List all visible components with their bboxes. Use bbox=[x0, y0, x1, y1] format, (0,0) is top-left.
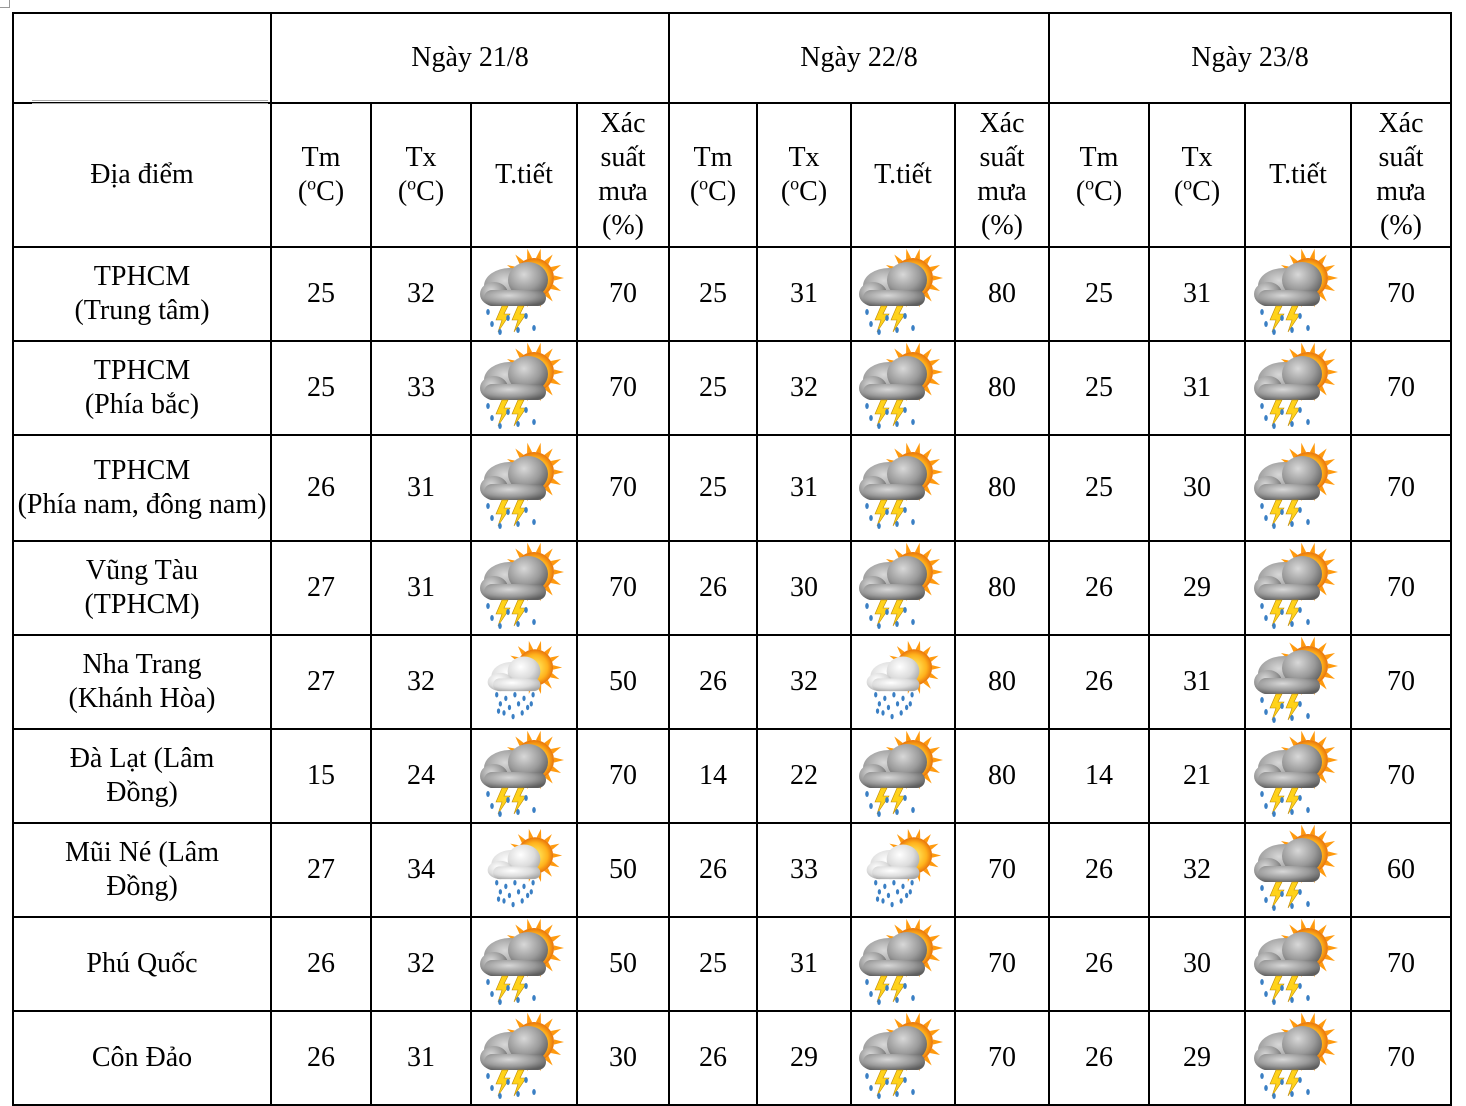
location-cell bbox=[13, 435, 271, 541]
min-temp-cell: 26 bbox=[1049, 635, 1149, 729]
header-corner bbox=[13, 13, 271, 103]
location-name: Phú Quốc bbox=[86, 947, 198, 979]
thunderstorm-sun-icon bbox=[1245, 917, 1351, 1011]
rain-probability-cell: 70 bbox=[1351, 729, 1451, 823]
thunderstorm-sun-icon bbox=[471, 729, 577, 823]
min-temp-cell: 26 bbox=[669, 823, 757, 917]
thunderstorm-sun-icon bbox=[1245, 729, 1351, 823]
min-temp-cell: 26 bbox=[1049, 1011, 1149, 1105]
min-temp-cell: 25 bbox=[271, 341, 371, 435]
min-temp-cell: 25 bbox=[669, 917, 757, 1011]
max-temp-cell: 21 bbox=[1149, 729, 1245, 823]
min-temp-cell: 26 bbox=[1049, 823, 1149, 917]
max-temp-cell: 32 bbox=[371, 635, 471, 729]
rain-probability-cell: 70 bbox=[577, 341, 669, 435]
day-header-1: Ngày 21/8 bbox=[271, 13, 669, 103]
rain-probability-cell: 30 bbox=[577, 1011, 669, 1105]
rain-probability-cell: 70 bbox=[1351, 635, 1451, 729]
min-temp-cell: 26 bbox=[271, 1011, 371, 1105]
thunderstorm-sun-icon bbox=[1245, 823, 1351, 917]
thunderstorm-sun-icon bbox=[471, 341, 577, 435]
tx-label: Tx bbox=[1181, 141, 1213, 173]
max-temp-cell: 32 bbox=[1149, 823, 1245, 917]
thunderstorm-sun-icon bbox=[1245, 1011, 1351, 1105]
day-header-row bbox=[13, 13, 1451, 103]
rain-probability-cell: 70 bbox=[1351, 1011, 1451, 1105]
rain-probability-cell: 70 bbox=[1351, 541, 1451, 635]
rain-probability-cell: 50 bbox=[577, 823, 669, 917]
location-subname: Đồng) bbox=[106, 777, 178, 808]
min-temp-cell: 26 bbox=[1049, 541, 1149, 635]
rain-shower-sun-icon bbox=[471, 635, 577, 729]
table-row bbox=[13, 729, 1451, 823]
min-temp-cell: 26 bbox=[271, 917, 371, 1011]
thunderstorm-sun-icon bbox=[471, 435, 577, 541]
rain-probability-cell: 70 bbox=[955, 1011, 1049, 1105]
tx-header: Tx ($^o$C) bbox=[371, 103, 471, 247]
max-temp-cell: 31 bbox=[371, 1011, 471, 1105]
tx-header: Tx ($^o$C) bbox=[1149, 103, 1245, 247]
min-temp-cell: 27 bbox=[271, 635, 371, 729]
min-temp-cell: 25 bbox=[1049, 435, 1149, 541]
min-temp-cell: 27 bbox=[271, 823, 371, 917]
thunderstorm-sun-icon bbox=[851, 435, 955, 541]
rain-probability-cell: 80 bbox=[955, 247, 1049, 341]
max-temp-cell: 24 bbox=[371, 729, 471, 823]
min-temp-cell: 26 bbox=[669, 1011, 757, 1105]
rain-shower-sun-icon bbox=[851, 635, 955, 729]
rain-probability-cell: 70 bbox=[1351, 917, 1451, 1011]
location-cell bbox=[13, 247, 271, 341]
max-temp-cell: 34 bbox=[371, 823, 471, 917]
thunderstorm-sun-icon bbox=[851, 917, 955, 1011]
tx-label: Tx bbox=[405, 141, 437, 173]
weather-header: T.tiết bbox=[851, 103, 955, 247]
table-row bbox=[13, 917, 1451, 1011]
rain-probability-cell: 80 bbox=[955, 729, 1049, 823]
min-temp-cell: 27 bbox=[271, 541, 371, 635]
max-temp-cell: 32 bbox=[757, 635, 851, 729]
rain-probability-header: Xác suất mưa (%) bbox=[1351, 103, 1451, 247]
thunderstorm-sun-icon bbox=[851, 541, 955, 635]
max-temp-cell: 31 bbox=[757, 435, 851, 541]
location-subname: (Phía nam, đông nam) bbox=[17, 489, 267, 520]
max-temp-cell: 32 bbox=[371, 917, 471, 1011]
rain-probability-cell: 70 bbox=[577, 729, 669, 823]
rain-shower-sun-icon bbox=[471, 823, 577, 917]
thunderstorm-sun-icon bbox=[1245, 341, 1351, 435]
thunderstorm-sun-icon bbox=[1245, 541, 1351, 635]
tm-header: Tm ($^o$C) bbox=[271, 103, 371, 247]
max-temp-cell: 32 bbox=[371, 247, 471, 341]
location-cell bbox=[13, 541, 271, 635]
rain-probability-cell: 70 bbox=[577, 247, 669, 341]
location-header: Địa điểm bbox=[13, 103, 271, 247]
thunderstorm-sun-icon bbox=[851, 729, 955, 823]
thunderstorm-sun-icon bbox=[471, 541, 577, 635]
location-name: TPHCM bbox=[93, 354, 191, 386]
thunderstorm-sun-icon bbox=[851, 247, 955, 341]
max-temp-cell: 29 bbox=[757, 1011, 851, 1105]
min-temp-cell: 25 bbox=[1049, 247, 1149, 341]
thunderstorm-sun-icon bbox=[471, 1011, 577, 1105]
thunderstorm-sun-icon bbox=[1245, 635, 1351, 729]
max-temp-cell: 31 bbox=[1149, 341, 1245, 435]
table-row bbox=[13, 823, 1451, 917]
table-row bbox=[13, 635, 1451, 729]
tm-label: Tm bbox=[1079, 141, 1119, 173]
min-temp-cell: 25 bbox=[1049, 341, 1149, 435]
thunderstorm-sun-icon bbox=[1245, 435, 1351, 541]
rain-probability-cell: 70 bbox=[1351, 247, 1451, 341]
min-temp-cell: 26 bbox=[1049, 917, 1149, 1011]
max-temp-cell: 30 bbox=[1149, 917, 1245, 1011]
location-subname: (Trung tâm) bbox=[74, 295, 210, 326]
table-row bbox=[13, 541, 1451, 635]
rain-probability-cell: 70 bbox=[1351, 341, 1451, 435]
day-header-3: Ngày 23/8 bbox=[1049, 13, 1451, 103]
max-temp-cell: 31 bbox=[757, 917, 851, 1011]
location-subname: (TPHCM) bbox=[84, 589, 200, 620]
table-row bbox=[13, 341, 1451, 435]
max-temp-cell: 33 bbox=[371, 341, 471, 435]
rain-probability-cell: 70 bbox=[577, 541, 669, 635]
day-header-2: Ngày 22/8 bbox=[669, 13, 1049, 103]
table-row bbox=[13, 1011, 1451, 1105]
rain-probability-cell: 80 bbox=[955, 635, 1049, 729]
rain-probability-cell: 80 bbox=[955, 435, 1049, 541]
location-name: Mũi Né (Lâm bbox=[65, 836, 219, 868]
min-temp-cell: 14 bbox=[669, 729, 757, 823]
min-temp-cell: 25 bbox=[271, 247, 371, 341]
thunderstorm-sun-icon bbox=[851, 341, 955, 435]
min-temp-cell: 15 bbox=[271, 729, 371, 823]
max-temp-cell: 31 bbox=[371, 541, 471, 635]
max-temp-cell: 30 bbox=[757, 541, 851, 635]
table-row bbox=[13, 247, 1451, 341]
table-row bbox=[13, 435, 1451, 541]
max-temp-cell: 31 bbox=[371, 435, 471, 541]
rain-probability-cell: 70 bbox=[955, 823, 1049, 917]
rain-probability-header: Xác suất mưa (%) bbox=[577, 103, 669, 247]
weather-forecast-table bbox=[12, 12, 1452, 1106]
max-temp-cell: 31 bbox=[757, 247, 851, 341]
location-name: Đà Lạt (Lâm bbox=[69, 742, 215, 774]
min-temp-cell: 25 bbox=[669, 341, 757, 435]
location-cell bbox=[13, 823, 271, 917]
rain-probability-cell: 80 bbox=[955, 341, 1049, 435]
thunderstorm-sun-icon bbox=[471, 247, 577, 341]
location-name: TPHCM bbox=[93, 260, 191, 292]
max-temp-cell: 31 bbox=[1149, 247, 1245, 341]
min-temp-cell: 14 bbox=[1049, 729, 1149, 823]
rain-probability-cell: 80 bbox=[955, 541, 1049, 635]
min-temp-cell: 26 bbox=[669, 541, 757, 635]
min-temp-cell: 26 bbox=[669, 635, 757, 729]
location-cell bbox=[13, 917, 271, 1011]
location-name: Vũng Tàu bbox=[85, 554, 199, 586]
location-subname: (Phía bắc) bbox=[84, 389, 200, 420]
max-temp-cell: 30 bbox=[1149, 435, 1245, 541]
location-name: TPHCM bbox=[93, 454, 191, 486]
min-temp-cell: 25 bbox=[669, 435, 757, 541]
tm-label: Tm bbox=[301, 141, 341, 173]
location-cell bbox=[13, 341, 271, 435]
location-cell bbox=[13, 635, 271, 729]
rain-probability-header: Xác suất mưa (%) bbox=[955, 103, 1049, 247]
tm-header: Tm ($^o$C) bbox=[1049, 103, 1149, 247]
max-temp-cell: 22 bbox=[757, 729, 851, 823]
location-cell bbox=[13, 1011, 271, 1105]
weather-header: T.tiết bbox=[471, 103, 577, 247]
column-header-row bbox=[13, 103, 1451, 247]
rain-probability-cell: 50 bbox=[577, 635, 669, 729]
rain-probability-cell: 70 bbox=[577, 435, 669, 541]
location-name: Côn Đảo bbox=[91, 1041, 193, 1073]
min-temp-cell: 26 bbox=[271, 435, 371, 541]
weather-header: T.tiết bbox=[1245, 103, 1351, 247]
thunderstorm-sun-icon bbox=[471, 917, 577, 1011]
thunderstorm-sun-icon bbox=[1245, 247, 1351, 341]
rain-probability-cell: 70 bbox=[955, 917, 1049, 1011]
corner-mark bbox=[0, 0, 10, 8]
location-subname: (Khánh Hòa) bbox=[68, 683, 216, 714]
tx-header: Tx ($^o$C) bbox=[757, 103, 851, 247]
rain-probability-cell: 50 bbox=[577, 917, 669, 1011]
rain-probability-cell: 60 bbox=[1351, 823, 1451, 917]
location-subname: Đồng) bbox=[106, 871, 178, 902]
max-temp-cell: 33 bbox=[757, 823, 851, 917]
tx-label: Tx bbox=[788, 141, 820, 173]
location-name: Nha Trang bbox=[82, 648, 202, 680]
min-temp-cell: 25 bbox=[669, 247, 757, 341]
max-temp-cell: 32 bbox=[757, 341, 851, 435]
max-temp-cell: 29 bbox=[1149, 1011, 1245, 1105]
max-temp-cell: 31 bbox=[1149, 635, 1245, 729]
max-temp-cell: 29 bbox=[1149, 541, 1245, 635]
rain-probability-cell: 70 bbox=[1351, 435, 1451, 541]
tm-label: Tm bbox=[693, 141, 733, 173]
location-cell bbox=[13, 729, 271, 823]
rain-shower-sun-icon bbox=[851, 823, 955, 917]
thunderstorm-sun-icon bbox=[851, 1011, 955, 1105]
tm-header: Tm ($^o$C) bbox=[669, 103, 757, 247]
